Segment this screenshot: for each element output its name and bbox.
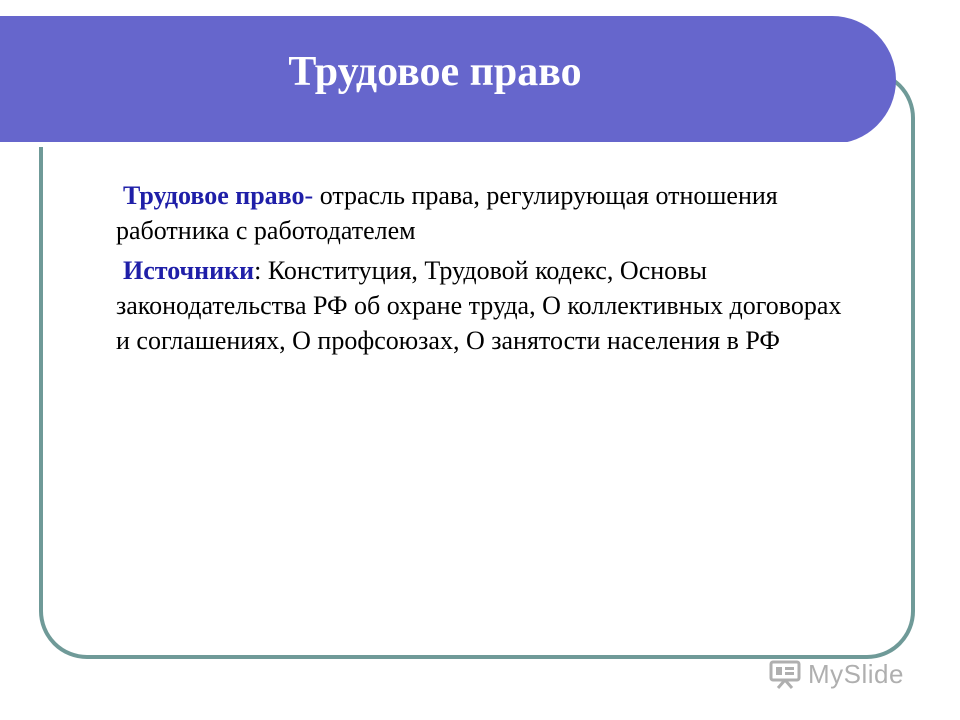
term-sources: Источники [123, 256, 255, 285]
title-underline [0, 142, 848, 147]
watermark-logo [768, 656, 928, 692]
paragraph-sources [116, 253, 856, 358]
presentation-board-icon [768, 659, 802, 689]
slide-body [116, 178, 856, 363]
term-labor-law: Трудовое право [123, 181, 305, 210]
watermark-text: MySlide [808, 658, 904, 689]
paragraph-definition [116, 178, 856, 248]
definition-separator: - [304, 181, 314, 210]
slide-title: Трудовое право [288, 49, 582, 95]
sources-text: Конституция, Трудовой кодекс, Основы законодательства РФ об охране труда, О коллективных договорах и соглашениях, О профсоюзах, О занятости населения в РФ [116, 256, 842, 355]
content-frame [39, 70, 915, 659]
sources-separator: : [254, 256, 262, 285]
definition-text: отрасль права, регулирующая отношения работника с работодателем [116, 181, 778, 245]
